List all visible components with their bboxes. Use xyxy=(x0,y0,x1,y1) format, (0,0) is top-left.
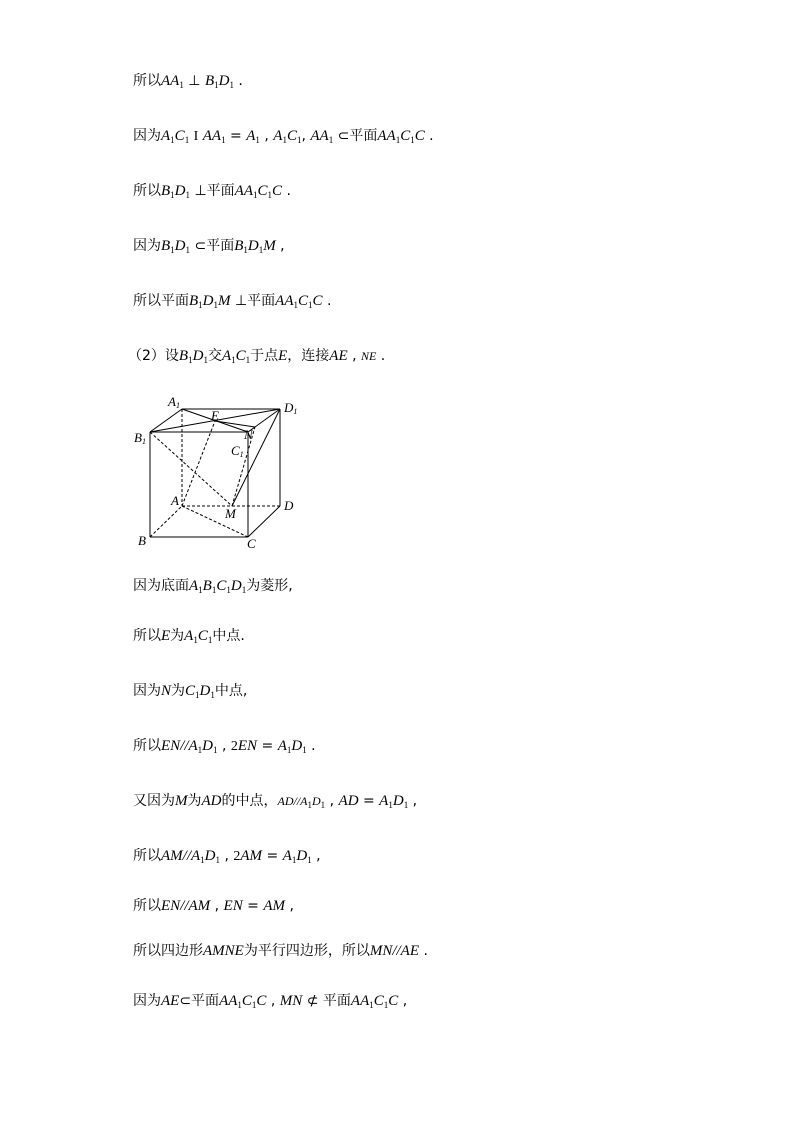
line-9: 因为N为$C_1D_1$中点, xyxy=(133,683,248,700)
line-8: 所以E为$A_1C_1$中点. xyxy=(133,628,245,645)
label-e: E xyxy=(211,408,219,423)
label-n: N xyxy=(244,427,253,442)
line-4: 因为$B_1D_1$ ⊂平面$B_1D_1M$ , xyxy=(133,238,285,255)
line-11: 又因为M为AD的中点，$AD//A_1D_1$ , AD = $A_1D_1$ , xyxy=(133,793,418,810)
label-d: D xyxy=(284,498,294,513)
line-13: 所以EN//AM , EN = AM , xyxy=(133,898,294,914)
label-b1: B1 xyxy=(134,430,146,446)
label-a: A xyxy=(171,493,179,508)
label-d1: D1 xyxy=(284,400,298,416)
label-m: M xyxy=(225,506,236,521)
cube-figure xyxy=(128,392,308,552)
line-2: 因为$A_1C_1$ I $AA_1 = A_1$ , $A_1C_1$, $AA_1$ ⊂平面$AA_1C_1C$ . xyxy=(133,128,434,145)
line-5: 所以平面$B_1D_1M$ ⊥平面$AA_1C_1C$ . xyxy=(133,293,332,310)
line-12: 所以$AM//A_1D_1$ , $2AM = A_1D_1$ , xyxy=(133,848,321,865)
line-6: （2）设$B_1D_1$交$A_1C_1$于点E，连接AE , NE . xyxy=(128,348,386,365)
line-1: 所以$AA_1$ ⊥ $B_1D_1$ . xyxy=(133,73,243,90)
label-a1: A1 xyxy=(168,394,180,410)
line-3: 所以$B_1D_1$ ⊥平面$AA_1C_1C$ . xyxy=(133,183,291,200)
line-10: 所以$EN//A_1D_1$ , $2EN = A_1D_1$ . xyxy=(133,738,316,755)
line-14: 所以四边形AMNE为平行四边形，所以MN//AE . xyxy=(133,943,428,959)
label-c1: C1 xyxy=(231,443,244,459)
line-15: 因为AE⊂平面$AA_1C_1C$ , MN ⊄ 平面$AA_1C_1C$ , xyxy=(133,993,408,1010)
label-b: B xyxy=(138,533,146,548)
cube-diagram xyxy=(128,392,308,552)
line-7: 因为底面$A_1B_1C_1D_1$为菱形, xyxy=(133,578,293,595)
label-c: C xyxy=(247,536,256,551)
